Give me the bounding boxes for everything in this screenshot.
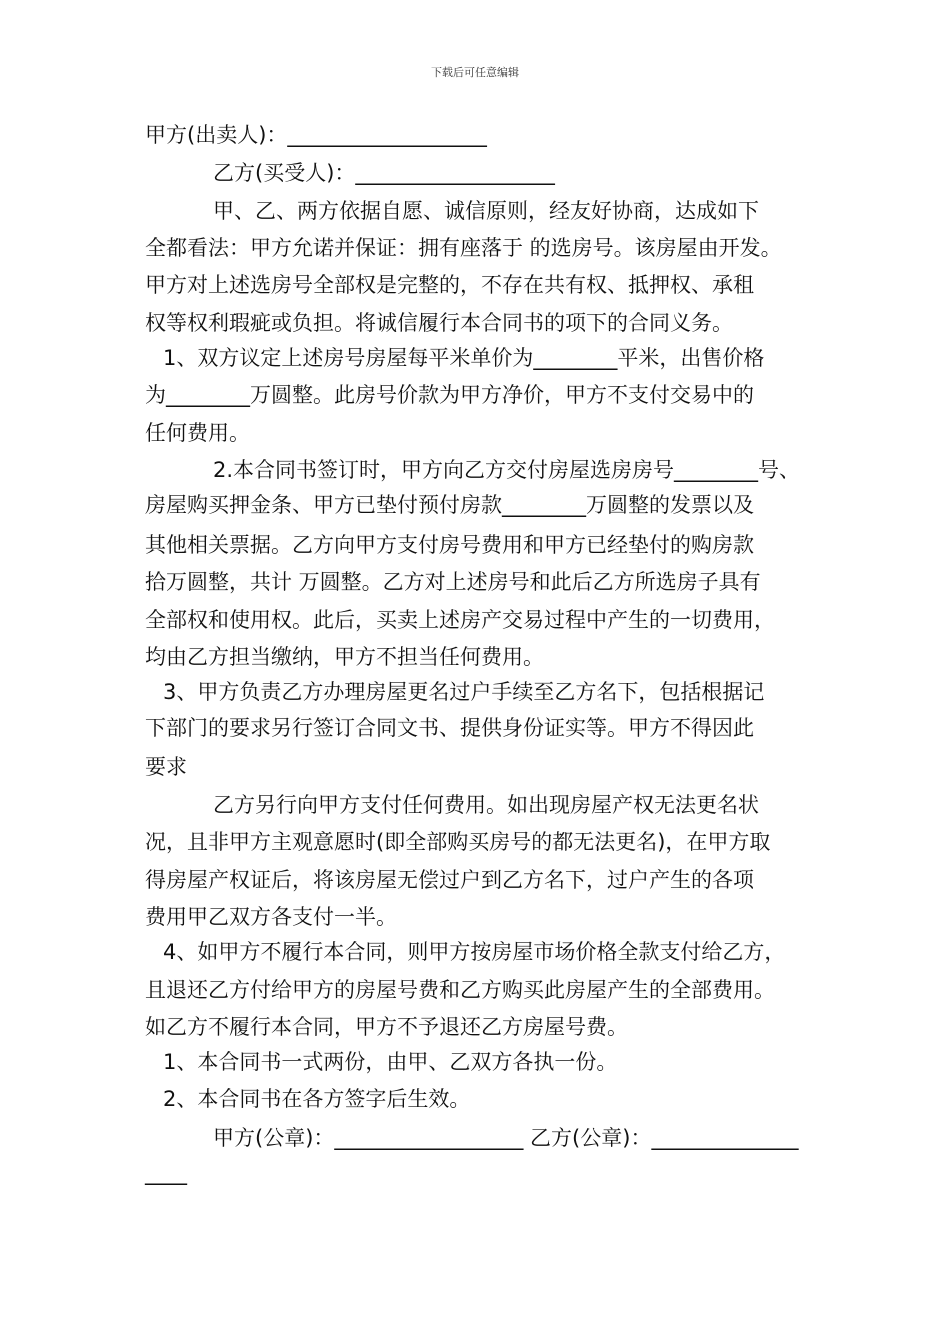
signature-line: 甲方(公章)：__________________ 乙方(公章)：______________ [213,1126,799,1150]
text-line: 费用甲乙双方各支付一半。 [145,905,397,929]
text-line: 全部权和使用权。此后，买卖上述房产交易过程中产生的一切费用， [145,608,775,632]
party-b-buyer-line: 乙方(买受人)：___________________ [213,161,555,185]
effective-clause-line: 2、本合同书在各方签字后生效。 [163,1087,471,1111]
text-line: 权等权利瑕疵或负担。将诚信履行本合同书的项下的合同义务。 [145,311,733,335]
text-line: 任何费用。 [145,421,250,445]
text-line: 拾万圆整，共计 万圆整。乙方对上述房号和此后乙方所选房子具有 [145,570,761,594]
copies-clause-line: 1、本合同书一式两份，由甲、乙双方各执一份。 [163,1050,618,1074]
clause-1-line: 1、双方议定上述房号房屋每平米单价为________平米，出售价格 [163,346,765,370]
text-line: 要求 [145,755,187,779]
page-header: 下载后可任意编辑 [431,66,519,79]
text-line: 甲方对上述选房号全部权是完整的，不存在共有权、抵押权、承租 [145,273,754,297]
text-line: 下部门的要求另行签订合同文书、提供身份证实等。甲方不得因此 [145,716,754,740]
text-line: 况，且非甲方主观意愿时(即全部购买房号的都无法更名)，在甲方取 [145,830,771,854]
signature-line-continuation: ____ [145,1161,187,1185]
text-line: 得房屋产权证后，将该房屋无偿过户到乙方名下，过户产生的各项 [145,868,754,892]
text-line: 甲、乙、两方依据自愿、诚信原则，经友好协商，达成如下 [213,199,759,223]
text-line: 均由乙方担当缴纳，甲方不担当任何费用。 [145,645,544,669]
text-line: 且退还乙方付给甲方的房屋号费和乙方购买此房屋产生的全部费用。 [145,978,775,1002]
text-line: 如乙方不履行本合同，甲方不予退还乙方房屋号费。 [145,1015,628,1039]
text-line: 其他相关票据。乙方向甲方支付房号费用和甲方已经垫付的购房款 [145,533,754,557]
clause-4-line: 4、如甲方不履行本合同，则甲方按房屋市场价格全款支付给乙方， [163,940,786,964]
text-line: 为________万圆整。此房号价款为甲方净价，甲方不支付交易中的 [145,383,754,407]
text-line: 乙方另行向甲方支付任何费用。如出现房屋产权无法更名状 [213,793,759,817]
clause-3-line: 3、甲方负责乙方办理房屋更名过户手续至乙方名下，包括根据记 [163,680,765,704]
party-a-seller-line: 甲方(出卖人)：___________________ [145,123,487,147]
text-line: 全都看法：甲方允诺并保证：拥有座落于 的选房号。该房屋由开发。 [145,236,782,260]
clause-2-line: 2.本合同书签订时，甲方向乙方交付房屋选房房号________号、 [213,458,801,482]
text-line: 房屋购买押金条、甲方已垫付预付房款________万圆整的发票以及 [145,493,754,517]
